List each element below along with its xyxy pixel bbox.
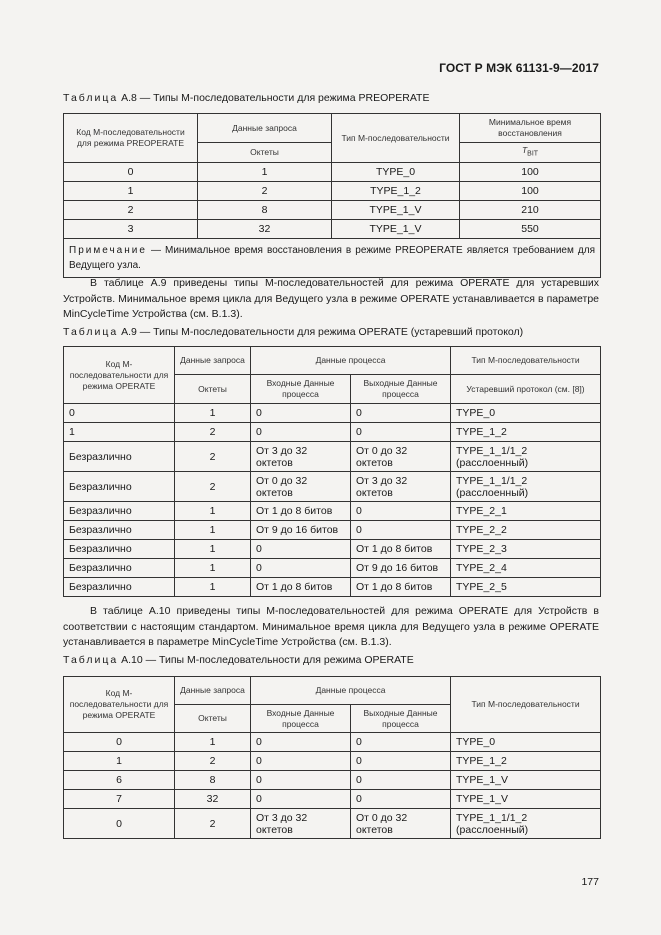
table-cell: 0	[351, 790, 451, 809]
table-cell: 210	[460, 201, 601, 220]
table-cell: От 3 до 32 октетов	[351, 472, 451, 502]
table-cell: TYPE_1_1/1_2 (расслоенный)	[451, 472, 601, 502]
header-legacy: Устаревший протокол (см. [8])	[451, 375, 601, 404]
table-cell: 2	[64, 201, 198, 220]
table-cell: 0	[251, 752, 351, 771]
table-cell: 2	[175, 809, 251, 839]
table-cell: TYPE_0	[332, 163, 460, 182]
header-code: Код М-последовательности для режима OPERATE	[64, 677, 175, 733]
table-a8-caption	[63, 92, 429, 104]
table-row	[64, 220, 601, 239]
table-cell: Безразлично	[64, 540, 175, 559]
table-row	[64, 521, 601, 540]
header-tbit: $T_{BIT}$	[460, 143, 601, 163]
table-cell: От 0 до 32 октетов	[351, 442, 451, 472]
table-row	[64, 733, 601, 752]
header-code: Код М-последовательности для режима PREOPERATE	[64, 114, 198, 163]
table-cell: 1	[64, 182, 198, 201]
header-octets: Октеты	[198, 143, 332, 163]
table-cell: 550	[460, 220, 601, 239]
header-type: Тип М-последовательности	[451, 677, 601, 733]
table-cell: От 1 до 8 битов	[251, 502, 351, 521]
table-cell: TYPE_2_1	[451, 502, 601, 521]
table-cell: 0	[351, 502, 451, 521]
table-cell: 1	[175, 404, 251, 423]
header-output: Выходные Данные процесса	[351, 705, 451, 733]
table-cell: От 9 до 16 битов	[251, 521, 351, 540]
table-cell: TYPE_1_V	[451, 790, 601, 809]
table-cell: TYPE_1_V	[332, 201, 460, 220]
table-cell: 32	[198, 220, 332, 239]
caption-text: А.9 — Типы М-последовательности для режима OPERATE (устаревший протокол)	[118, 326, 524, 338]
table-row	[64, 752, 601, 771]
table-cell: TYPE_1_V	[451, 771, 601, 790]
table-cell: 100	[460, 163, 601, 182]
table-cell: 8	[175, 771, 251, 790]
table-cell: 2	[175, 472, 251, 502]
table-cell: 1	[198, 163, 332, 182]
table-cell: От 3 до 32 октетов	[251, 442, 351, 472]
table-cell: 3	[64, 220, 198, 239]
table-cell: От 3 до 32 октетов	[251, 809, 351, 839]
table-a9-caption	[63, 326, 523, 338]
table-cell: TYPE_1_2	[451, 423, 601, 442]
header-input: Входные Данные процесса	[251, 705, 351, 733]
table-cell: 6	[64, 771, 175, 790]
table-cell: 0	[351, 771, 451, 790]
table-cell: Безразлично	[64, 559, 175, 578]
table-cell: 2	[175, 752, 251, 771]
table-cell: 8	[198, 201, 332, 220]
header-type: Тип М-последовательности	[451, 347, 601, 375]
table-cell: От 0 до 32 октетов	[251, 472, 351, 502]
header-output: Выходные Данные процесса	[351, 375, 451, 404]
table-cell: 0	[251, 771, 351, 790]
table-word: Таблица	[63, 326, 119, 338]
table-cell: TYPE_0	[451, 404, 601, 423]
header-code: Код М-последовательности для режима OPERATE	[64, 347, 175, 404]
table-cell: 0	[251, 423, 351, 442]
header-octets: Октеты	[175, 375, 251, 404]
table-cell: 0	[351, 752, 451, 771]
table-cell: 1	[175, 502, 251, 521]
table-cell: 0	[64, 163, 198, 182]
header-input: Входные Данные процесса	[251, 375, 351, 404]
table-row	[64, 404, 601, 423]
table-row	[64, 790, 601, 809]
table-word: Таблица	[63, 654, 119, 666]
table-cell: Безразлично	[64, 472, 175, 502]
table-row	[64, 472, 601, 502]
table-cell: Безразлично	[64, 442, 175, 472]
table-cell: TYPE_1_1/1_2 (расслоенный)	[451, 809, 601, 839]
header-type: Тип М-последовательности	[332, 114, 460, 163]
header-request: Данные запроса	[198, 114, 332, 143]
table-cell: TYPE_1_1/1_2 (расслоенный)	[451, 442, 601, 472]
table-cell: TYPE_2_3	[451, 540, 601, 559]
table-cell: От 9 до 16 битов	[351, 559, 451, 578]
table-row	[64, 423, 601, 442]
table-cell: 0	[251, 733, 351, 752]
standard-designation: ГОСТ Р МЭК 61131-9—2017	[439, 61, 599, 75]
table-cell: TYPE_2_2	[451, 521, 601, 540]
page-number: 177	[581, 876, 599, 888]
table-cell: От 1 до 8 битов	[351, 578, 451, 597]
table-row	[64, 559, 601, 578]
table-cell: 2	[175, 423, 251, 442]
caption-text: А.10 — Типы М-последовательности для режима OPERATE	[118, 654, 414, 666]
paragraph-a9-intro: В таблице А.9 приведены типы М-последовательностей для режима OPERATE для устаревших Устройств. Минимальное время цикла для Ведущего узла в режиме OPERATE устанавливается в параметре MinCycleTime Устройства (см. В.1.3).	[63, 277, 599, 320]
table-cell: От 1 до 8 битов	[351, 540, 451, 559]
table-cell: TYPE_2_5	[451, 578, 601, 597]
table-cell: 0	[64, 809, 175, 839]
table-cell: 0	[64, 733, 175, 752]
table-a10	[63, 676, 601, 839]
header-min-time: Минимальное время восстановления	[460, 114, 601, 143]
table-cell: Безразлично	[64, 578, 175, 597]
table-cell: 2	[175, 442, 251, 472]
table-a10-caption	[63, 654, 414, 666]
table-cell: От 1 до 8 битов	[251, 578, 351, 597]
table-cell: 1	[64, 423, 175, 442]
header-request: Данные запроса	[175, 677, 251, 705]
note-label: Примечание	[69, 245, 147, 256]
table-cell: 1	[175, 559, 251, 578]
table-row	[64, 502, 601, 521]
header-process: Данные процесса	[251, 677, 451, 705]
table-cell: 0	[251, 790, 351, 809]
table-cell: 100	[460, 182, 601, 201]
table-cell: 0	[351, 423, 451, 442]
table-cell: 0	[351, 521, 451, 540]
table-cell: TYPE_0	[451, 733, 601, 752]
table-row	[64, 442, 601, 472]
table-cell: 7	[64, 790, 175, 809]
table-cell: 0	[251, 404, 351, 423]
table-cell: 1	[175, 578, 251, 597]
table-cell: TYPE_2_4	[451, 559, 601, 578]
caption-text: А.8 — Типы М-последовательности для режима PREOPERATE	[118, 92, 430, 104]
table-row	[64, 771, 601, 790]
table-cell: TYPE_1_V	[332, 220, 460, 239]
table-cell: 1	[175, 521, 251, 540]
table-row	[64, 578, 601, 597]
table-cell: 0	[251, 540, 351, 559]
header-request: Данные запроса	[175, 347, 251, 375]
table-row	[64, 182, 601, 201]
table-a8	[63, 113, 601, 278]
table-cell: 0	[351, 733, 451, 752]
table-row	[64, 163, 601, 182]
table-cell: TYPE_1_2	[332, 182, 460, 201]
table-row	[64, 809, 601, 839]
paragraph-a10-intro: В таблице А.10 приведены типы М-последовательностей для режима OPERATE для Устройств в соответствии с настоящим стандартом. Минимальное время цикла для Ведущего узла в режиме OPERATE устанавливается в параметре MinCycleTime Устройства (см. В.1.3).	[63, 605, 599, 648]
table-cell: 0	[351, 404, 451, 423]
table-cell: 1	[175, 540, 251, 559]
table-a8-note	[64, 239, 601, 278]
table-cell: Безразлично	[64, 521, 175, 540]
table-word: Таблица	[63, 92, 119, 104]
table-cell: Безразлично	[64, 502, 175, 521]
note-text: — Минимальное время восстановления в режиме PREOPERATE является требованием для Ведущего узла.	[69, 245, 595, 271]
table-cell: От 0 до 32 октетов	[351, 809, 451, 839]
table-cell: 1	[64, 752, 175, 771]
table-cell: 0	[251, 559, 351, 578]
table-a9	[63, 346, 601, 597]
table-row	[64, 201, 601, 220]
table-cell: TYPE_1_2	[451, 752, 601, 771]
table-cell: 0	[64, 404, 175, 423]
table-cell: 32	[175, 790, 251, 809]
table-cell: 2	[198, 182, 332, 201]
table-cell: 1	[175, 733, 251, 752]
header-octets: Октеты	[175, 705, 251, 733]
header-process: Данные процесса	[251, 347, 451, 375]
table-row	[64, 540, 601, 559]
